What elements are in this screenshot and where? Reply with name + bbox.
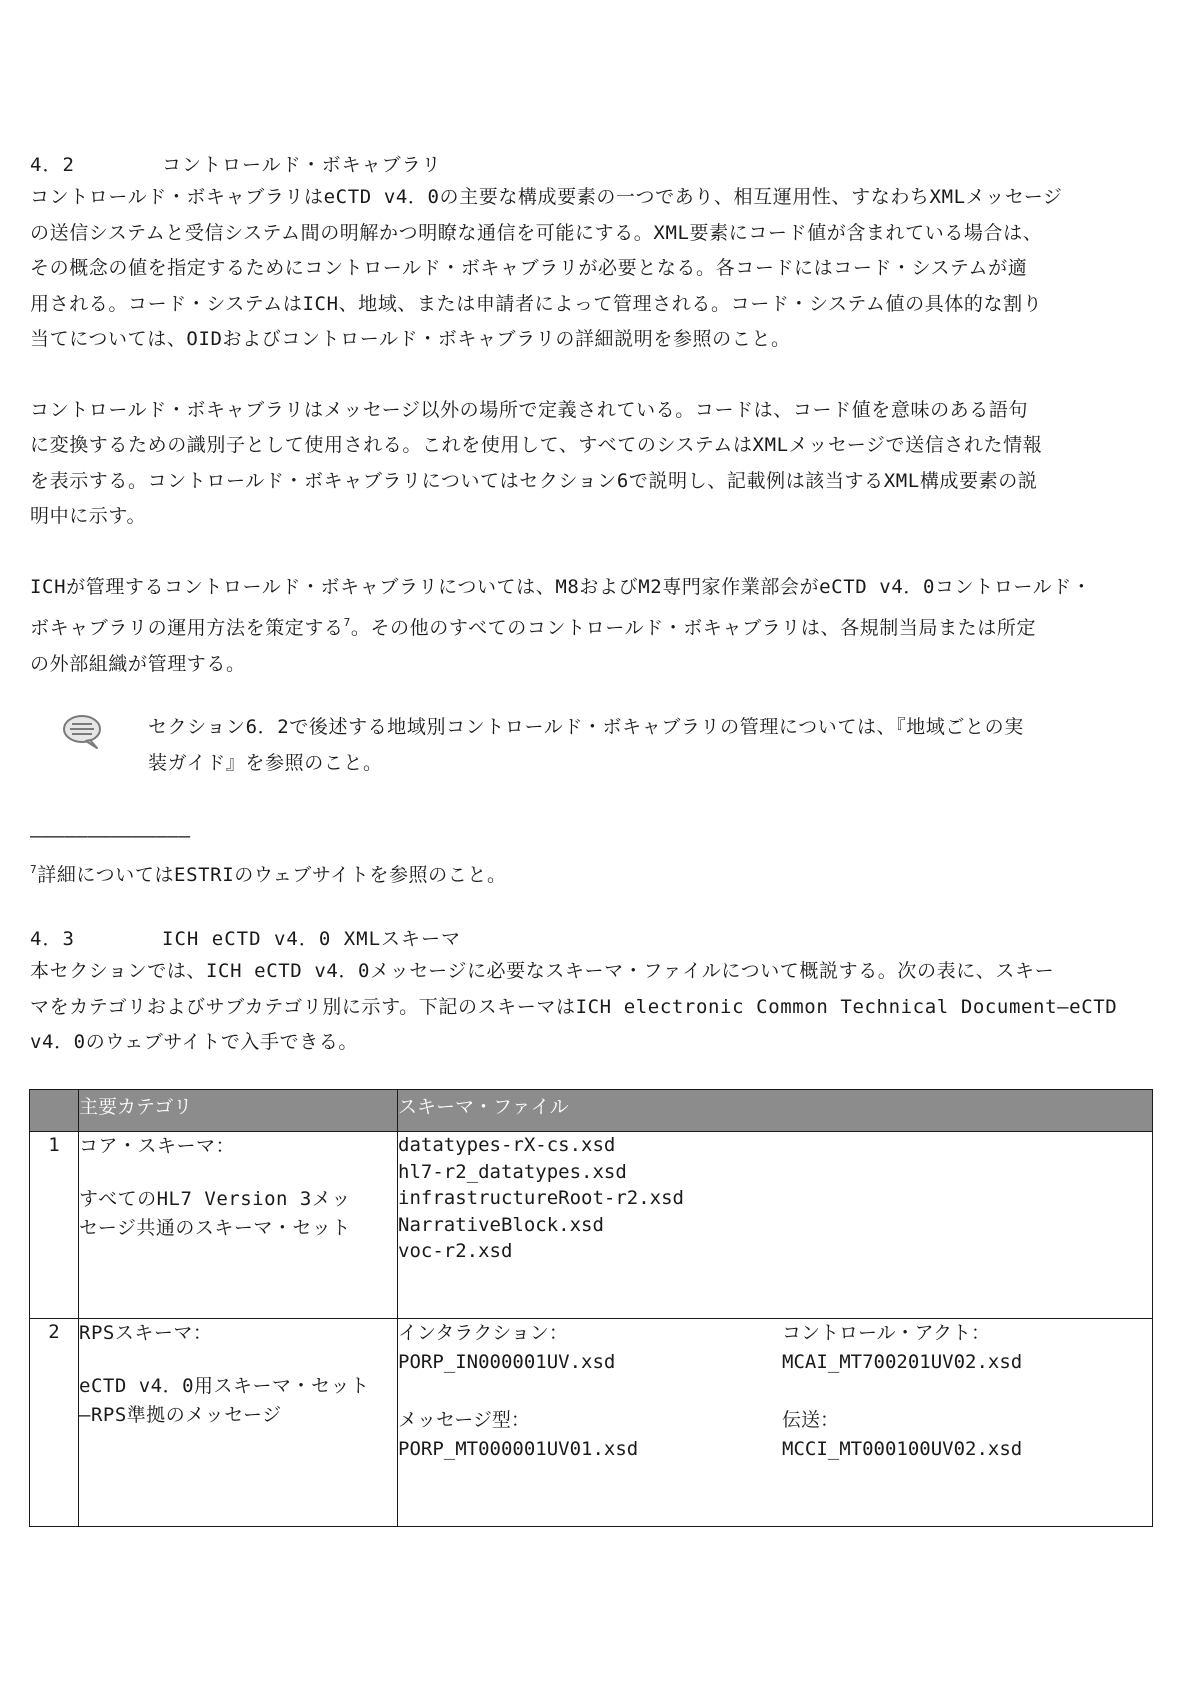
footnote-separator: —————————————— xyxy=(30,825,191,847)
paragraph-3-part-a: ICHが管理するコントロールド・ボキャブラリについては、M8およびM2専門家作業部会がeCTD v4．0コントロールド・ ボキャブラリの運用方法を策定する xyxy=(30,575,1092,639)
header-category: 主要カテゴリ xyxy=(79,1090,398,1132)
section-number: 4．3 xyxy=(30,928,75,950)
section-number: 4．2 xyxy=(30,154,75,176)
paragraph-4-3: 本セクションでは、ICH eCTD v4．0メッセージに必要なスキーマ・ファイルについて概説する。次の表に、スキー マをカテゴリおよびサブカテゴリ別に示す。下記のスキーマはICH electronic Common Technical Document—eCTD v4．0のウェブサイトで入手できる。 xyxy=(30,960,1118,1053)
footnote xyxy=(30,855,1152,890)
message-type-file: PORP_MT000001UV01.xsd xyxy=(398,1437,639,1460)
paragraph-3-part-b: 。その他のすべてのコントロールド・ボキャブラリは、各規制当局または所定 の外部組織が管理する。 xyxy=(30,617,1037,675)
control-act-label: コントロール・アクト： xyxy=(782,1322,991,1344)
schema-file-list: datatypes-rX-cs.xsd hl7-r2_datatypes.xsd infrastructureRoot-r2.xsd NarrativeBlock.xsd voc-r2.xsd xyxy=(398,1134,684,1262)
document-page xyxy=(30,150,1152,1061)
row-files xyxy=(398,1132,1153,1319)
row-number: 1 xyxy=(30,1132,79,1319)
table-header-row xyxy=(30,1090,1153,1132)
header-number xyxy=(30,1090,79,1132)
row-category xyxy=(79,1319,398,1527)
speech-bubble-icon xyxy=(60,714,108,750)
row-category xyxy=(79,1132,398,1319)
message-type-label: メッセージ型： xyxy=(398,1409,530,1431)
transmission-label: 伝送： xyxy=(782,1409,840,1431)
note-box xyxy=(30,710,1152,781)
row-files xyxy=(398,1319,1153,1527)
category-name: RPSスキーマ： xyxy=(79,1322,213,1344)
footnote-marker: 7 xyxy=(30,863,38,876)
header-files: スキーマ・ファイル xyxy=(398,1090,1153,1132)
paragraph-3 xyxy=(30,570,1152,683)
schema-table xyxy=(29,1089,1153,1527)
section-title: ICH eCTD v4．0 XMLスキーマ xyxy=(162,928,462,950)
control-act-file: MCAI_MT700201UV02.xsd xyxy=(782,1350,1023,1373)
interaction-label: インタラクション： xyxy=(398,1322,568,1344)
transmission-file: MCCI_MT000100UV02.xsd xyxy=(782,1437,1023,1460)
category-description: すべてのHL7 Version 3メッ セージ共通のスキーマ・セット xyxy=(79,1188,351,1239)
row-number: 2 xyxy=(30,1319,79,1527)
table-row xyxy=(30,1132,1153,1319)
footnote-reference[interactable]: 7 xyxy=(343,616,351,629)
paragraph-1: コントロールド・ボキャブラリはeCTD v4．0の主要な構成要素の一つであり、相互運用性、すなわちXMLメッセージ の送信システムと受信システム間の明解かつ明瞭な通信を可能にする。XML要素にコード値が含まれている場合は、 その概念の値を指定するためにコントロールド・ボキャブラリが必要となる。各コードにはコード・システムが適 用される。コード・システムはICH、地域、または申請者によって管理される。コード・システム値の具体的な割り 当てについては、OIDおよびコントロールド・ボキャブラリの詳細説明を参照のこと。 xyxy=(30,186,1063,350)
footnote-text: 詳細についてはESTRIのウェブサイトを参照のこと。 xyxy=(37,864,507,886)
section-heading-4-2 xyxy=(30,150,1152,180)
interaction-file: PORP_IN000001UV.xsd xyxy=(398,1350,616,1373)
category-name: コア・スキーマ： xyxy=(79,1135,236,1157)
section-title: コントロールド・ボキャブラリ xyxy=(162,154,442,176)
note-text: セクション6．2で後述する地域別コントロールド・ボキャブラリの管理については、『地域ごとの実 装ガイド』を参照のこと。 xyxy=(148,716,1024,774)
table-row xyxy=(30,1319,1153,1527)
category-description: eCTD v4．0用スキーマ・セット —RPS準拠のメッセージ xyxy=(79,1375,370,1426)
section-heading-4-3 xyxy=(30,924,1152,954)
paragraph-2: コントロールド・ボキャブラリはメッセージ以外の場所で定義されている。コードは、コード値を意味のある語句 に変換するための識別子として使用される。これを使用して、すべてのシステムはXMLメッセージで送信された情報 を表示する。コントロールド・ボキャブラリについてはセクション6で説明し、記載例は該当するXML構成要素の説 明中に示す。 xyxy=(30,398,1043,527)
